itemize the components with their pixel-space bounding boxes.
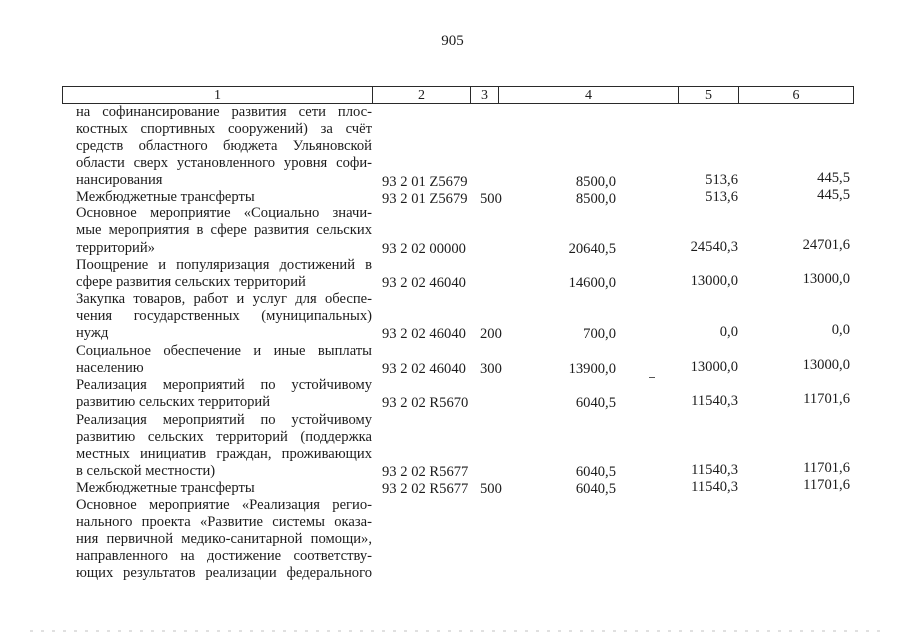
row-value-col6: 11701,6 [803,477,850,493]
row-description-line: Реализация мероприятий по устойчивому [76,377,372,393]
row-target-code: 93 2 02 46040 [382,361,466,377]
row-description-line: Межбюджетные трансферты [76,189,255,205]
row-expense-type: 500 [480,191,502,207]
row-target-code: 93 2 02 46040 [382,326,466,342]
row-value-col4: 700,0 [583,326,616,342]
row-description-line: развитию сельских территорий (поддержка [76,429,372,445]
header-col-4: 4 [499,87,679,103]
row-value-col4: 13900,0 [568,361,616,377]
row-expense-type: 500 [480,481,502,497]
row-description-line: нального проекта «Развитие системы оказа- [76,514,372,530]
row-description-line: нансирования [76,172,163,188]
row-description-line: Социальное обеспечение и иные выплаты [76,343,372,359]
row-value-col4: 6040,5 [575,395,616,411]
row-target-code: 93 2 02 46040 [382,275,466,291]
page-number: 905 [441,33,464,49]
row-description-line: населению [76,360,144,376]
row-value-col5: 13000,0 [690,273,738,289]
row-value-col4: 8500,0 [575,191,616,207]
row-target-code: 93 2 01 Z5679 [382,174,468,190]
row-target-code: 93 2 02 00000 [382,241,466,257]
header-col-2: 2 [373,87,471,103]
row-description-line: сфере развития сельских территорий [76,274,306,290]
row-description-line: Реализация мероприятий по устойчивому [76,412,372,428]
row-description-line: ющих результатов реализации федерального [76,565,372,581]
row-description-line: мые мероприятия в сфере развития сельских [76,222,372,238]
row-description-line: Межбюджетные трансферты [76,480,255,496]
row-description-line: нужд [76,325,109,341]
row-target-code: 93 2 02 R5677 [382,481,469,497]
row-value-col6: 0,0 [831,322,850,338]
row-value-col5: 11540,3 [691,479,738,495]
row-value-col6: 11701,6 [803,460,850,476]
row-value-col5: 24540,3 [690,239,738,255]
row-value-col5: 513,6 [705,189,738,205]
row-value-col6: 24701,6 [802,237,850,253]
row-description-line: Закупка товаров, работ и услуг для обеспе- [76,291,372,307]
row-description-line: в сельской местности) [76,463,216,479]
row-description-line: местных инициатив граждан, проживающих [76,446,372,462]
header-col-3: 3 [471,87,499,103]
row-description-line: ния первичной медико-санитарной помощи», [76,531,372,547]
scan-speck [649,377,655,378]
row-value-col5: 11540,3 [691,393,738,409]
row-description-line: Поощрение и популяризация достижений в [76,257,372,273]
row-value-col4: 14600,0 [568,275,616,291]
row-description-line: средств областного бюджета Ульяновской [76,138,372,154]
row-value-col6: 13000,0 [802,357,850,373]
row-value-col4: 8500,0 [575,174,616,190]
header-col-6: 6 [792,88,800,103]
row-description-line: направленного на достижение соответству- [76,548,372,564]
row-expense-type: 200 [480,326,502,342]
row-expense-type: 300 [480,361,502,377]
row-description-line: костных спортивных сооружений) за счёт [76,121,372,137]
row-target-code: 93 2 01 Z5679 [382,191,468,207]
row-description-line: чения государственных (муниципальных) [76,308,372,324]
row-value-col6: 445,5 [817,187,850,203]
row-description-line: области сверх установленного уровня софи- [76,155,372,171]
row-value-col6: 13000,0 [802,271,850,287]
row-value-col6: 11701,6 [803,391,850,407]
row-description-line: на софинансирование развития сети плос- [76,104,372,120]
header-col-5: 5 [679,87,739,103]
row-description-line: Основное мероприятие «Социально значи- [76,205,372,221]
scan-noise [30,630,880,632]
row-value-col5: 0,0 [719,324,738,340]
row-value-col5: 513,6 [705,172,738,188]
row-value-col6: 445,5 [817,170,850,186]
row-value-col4: 6040,5 [575,464,616,480]
row-value-col5: 11540,3 [691,462,738,478]
row-value-col5: 13000,0 [690,359,738,375]
row-target-code: 93 2 02 R5670 [382,395,469,411]
row-value-col4: 6040,5 [575,481,616,497]
row-target-code: 93 2 02 R5677 [382,464,469,480]
row-description-line: территорий» [76,240,155,256]
header-col-1: 1 [63,87,373,103]
row-description-line: развитию сельских территорий [76,394,271,410]
row-value-col4: 20640,5 [568,241,616,257]
row-description-line: Основное мероприятие «Реализация регио- [76,497,372,513]
